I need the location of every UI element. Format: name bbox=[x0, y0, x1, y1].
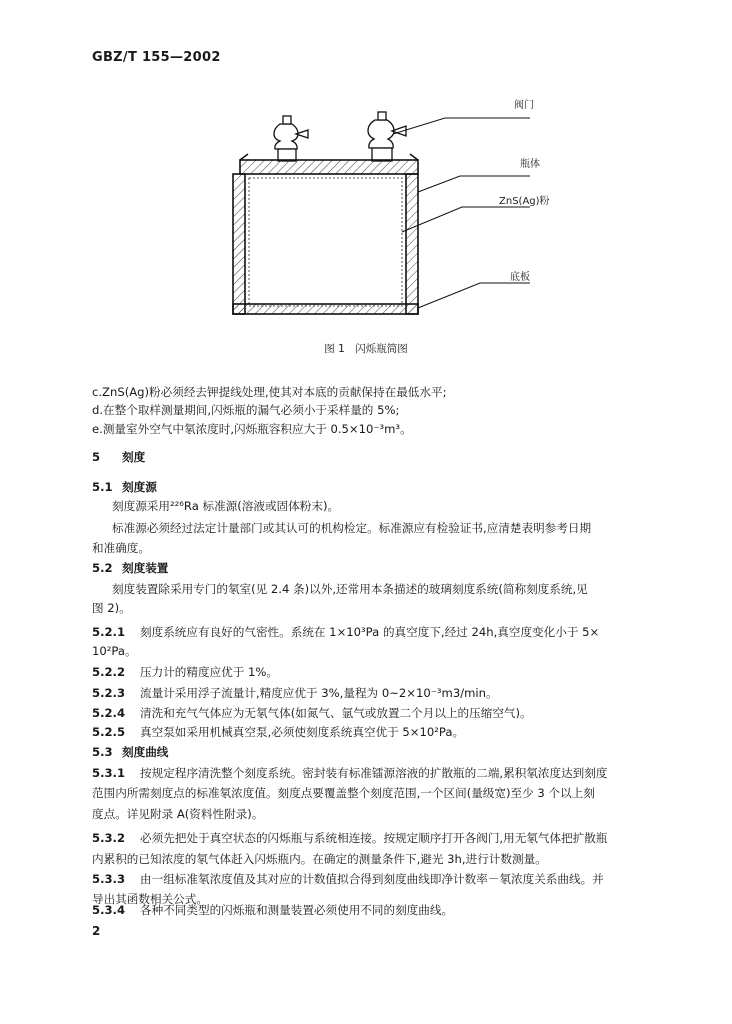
bottom-plate bbox=[233, 304, 418, 314]
callout-powder: ZnS(Ag)粉 bbox=[499, 196, 550, 207]
section-title: 刻度 bbox=[122, 450, 146, 464]
section-5-heading bbox=[92, 449, 145, 465]
valve-left bbox=[274, 116, 308, 161]
section-5-1-heading bbox=[92, 479, 157, 495]
item-c: c.ZnS(Ag)粉必须经去钾提线处理,使其对本底的贡献保持在最低水平; bbox=[92, 385, 447, 399]
section-5-2-heading bbox=[92, 560, 168, 576]
clause-text: 按规定程序清洗整个刻度系统。密封装有标准镭源溶液的扩散瓶的二端,累积氡浓度达到刻度 bbox=[140, 766, 608, 780]
clause-text: 各种不同类型的闪烁瓶和测量装置必须使用不同的刻度曲线。 bbox=[140, 903, 454, 917]
section-title: 刻度曲线 bbox=[122, 745, 169, 759]
clause-text: 必须先把处于真空状态的闪烁瓶与系统相连接。按规定顺序打开各阀门,用无氡气体把扩散瓶 bbox=[140, 831, 608, 845]
clause-number: 5.2.2 bbox=[92, 665, 126, 679]
clause-text: 压力计的精度应优于 1%。 bbox=[140, 665, 279, 679]
clause-cont: 导出其函数相关公式。 bbox=[92, 892, 208, 906]
clause-number: 5.3.4 bbox=[92, 903, 126, 917]
section-number: 5.1 bbox=[92, 480, 113, 494]
clause-number: 5.2.5 bbox=[92, 725, 126, 739]
clause-5-2-5 bbox=[92, 724, 464, 740]
paragraph: 标准源必须经过法定计量部门或其认可的机构检定。标准源应有检验证书,应清楚表明参考日期 bbox=[112, 521, 592, 535]
bottle-lid bbox=[240, 160, 418, 174]
section-5-3-heading bbox=[92, 744, 168, 760]
bottle-wall-left bbox=[233, 174, 245, 314]
zns-coating bbox=[249, 178, 402, 306]
document-code: GBZ/T 155—2002 bbox=[92, 50, 221, 65]
paragraph-cont: 图 2)。 bbox=[92, 601, 131, 615]
valve-right bbox=[368, 112, 406, 161]
clause-cont: 范围内所需刻度点的标准氡浓度值。刻度点要覆盖整个刻度范围,一个区间(量级宽)至少 3 个以上刻 bbox=[92, 786, 595, 800]
clause-5-3-1 bbox=[92, 765, 607, 781]
bottle-wall-right bbox=[406, 174, 418, 314]
clause-cont: 度点。详见附录 A(资料性附录)。 bbox=[92, 807, 264, 821]
clause-5-2-1 bbox=[92, 624, 599, 640]
clause-text: 流量计采用浮子流量计,精度应优于 3%,量程为 0~2×10⁻³m3/min。 bbox=[140, 686, 498, 700]
figure-1 bbox=[0, 0, 732, 370]
callout-body: 瓶体 bbox=[520, 159, 540, 170]
paragraph: 刻度装置除采用专门的氡室(见 2.4 条)以外,还常用本条描述的玻璃刻度系统(简称刻度系统,见 bbox=[112, 582, 588, 596]
clause-5-3-2 bbox=[92, 830, 607, 846]
callout-bottom: 底板 bbox=[510, 272, 530, 283]
clause-text: 刻度系统应有良好的气密性。系统在 1×10³Pa 的真空度下,经过 24h,真空度变化小于 5× bbox=[140, 625, 600, 639]
clause-number: 5.2.3 bbox=[92, 686, 126, 700]
paragraph: 刻度源采用²²⁶Ra 标准源(溶液或固体粉末)。 bbox=[112, 499, 340, 513]
clause-number: 5.3.2 bbox=[92, 831, 126, 845]
callout-valve: 阀门 bbox=[514, 100, 534, 111]
item-d: d.在整个取样测量期间,闪烁瓶的漏气必须小于采样量的 5%; bbox=[92, 403, 400, 417]
section-title: 刻度源 bbox=[122, 480, 157, 494]
clause-5-2-2 bbox=[92, 664, 278, 680]
section-number: 5.2 bbox=[92, 561, 113, 575]
clause-text: 清洗和充气气体应为无氡气体(如氮气、氩气或放置二个月以上的压缩空气)。 bbox=[140, 706, 532, 720]
clause-cont: 10²Pa。 bbox=[92, 644, 137, 658]
clause-5-3-3 bbox=[92, 871, 604, 887]
section-title: 刻度装置 bbox=[122, 561, 169, 575]
paragraph-cont: 和准确度。 bbox=[92, 541, 150, 555]
page-number: 2 bbox=[92, 924, 101, 938]
item-e: e.测量室外空气中氡浓度时,闪烁瓶容积应大于 0.5×10⁻³m³。 bbox=[92, 422, 412, 436]
section-number: 5.3 bbox=[92, 745, 113, 759]
clause-5-2-4 bbox=[92, 705, 532, 721]
clause-text: 真空泵如采用机械真空泵,必须使刻度系统真空优于 5×10²Pa。 bbox=[140, 725, 465, 739]
clause-5-2-3 bbox=[92, 685, 498, 701]
clause-cont: 内累积的已知浓度的氡气体赶入闪烁瓶内。在确定的测量条件下,避光 3h,进行计数测量。 bbox=[92, 852, 547, 866]
clause-number: 5.2.1 bbox=[92, 625, 126, 639]
clause-number: 5.3.3 bbox=[92, 872, 126, 886]
clause-number: 5.3.1 bbox=[92, 766, 126, 780]
section-number: 5 bbox=[92, 450, 101, 464]
clause-text: 由一组标准氡浓度值及其对应的计数值拟合得到刻度曲线即净计数率－氡浓度关系曲线。并 bbox=[140, 872, 604, 886]
figure-caption: 图 1 闪烁瓶简图 bbox=[324, 343, 408, 355]
clause-5-3-4 bbox=[92, 902, 453, 918]
clause-number: 5.2.4 bbox=[92, 706, 126, 720]
scintillation-bottle-diagram bbox=[0, 0, 732, 370]
